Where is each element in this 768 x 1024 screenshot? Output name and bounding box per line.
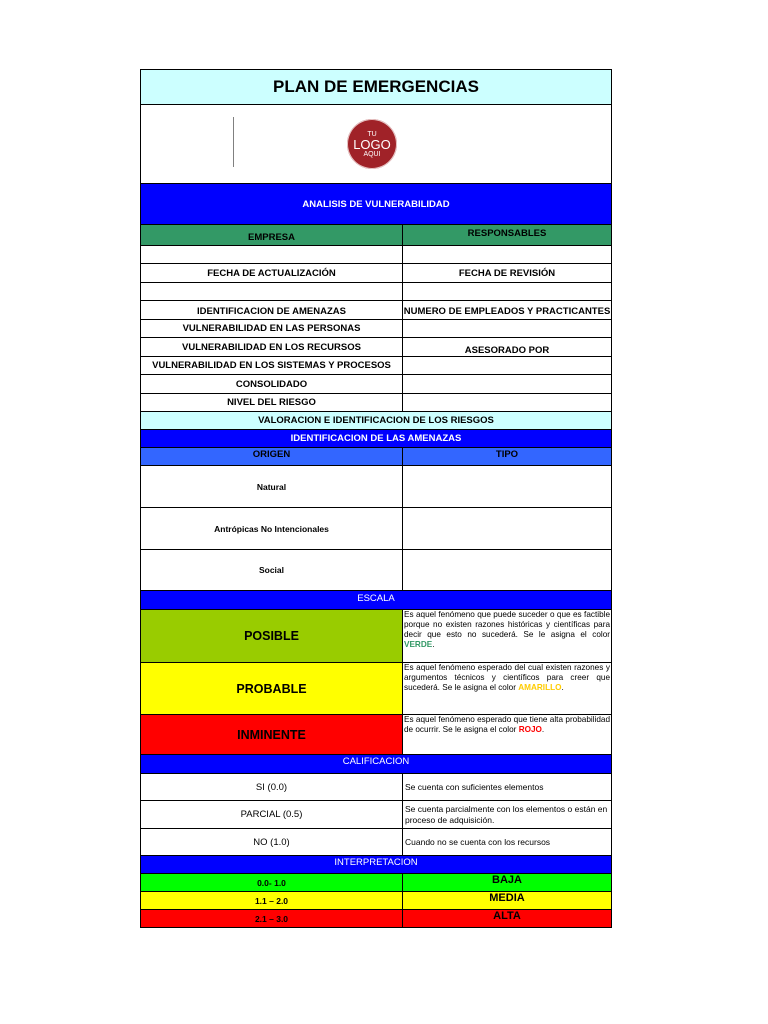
escala-row-probable — [141, 663, 611, 715]
fecha-row — [141, 264, 611, 283]
calificacion-no-text: Cuando no se cuenta con los recursos — [405, 837, 551, 847]
logo-line-1: TU — [367, 130, 377, 138]
calificacion-parcial-text: Se cuenta parcialmente con los elementos o están en proceso de adquisición. — [405, 803, 608, 825]
analisis-heading: ANALISIS DE VULNERABILIDAD — [141, 184, 611, 224]
plan-de-emergencias-sheet — [140, 69, 612, 928]
escala-inminente-end: . — [541, 724, 545, 734]
interpretacion-row — [141, 892, 611, 910]
escala-inminente-text: Es aquel fenómeno esperado que tiene alta probabilidad de ocurrir. Se le asigna el color — [404, 715, 610, 734]
title-row — [141, 70, 611, 105]
origen-natural-label: Natural — [141, 466, 403, 507]
origen-row-social — [141, 550, 611, 591]
asesorado-por-label: ASESORADO POR — [464, 345, 550, 356]
empty-row — [141, 246, 611, 264]
consolidado-value — [403, 375, 611, 393]
fecha-revision-value — [403, 283, 611, 300]
origen-row-antropicas — [141, 508, 611, 550]
empresa-header: EMPRESA — [141, 225, 403, 245]
interpretacion-heading: INTERPRETACION — [334, 857, 418, 868]
empresa-header-row — [141, 225, 611, 246]
calificacion-row — [141, 829, 611, 856]
calificacion-row — [141, 801, 611, 829]
calificacion-row — [141, 774, 611, 801]
page-title: PLAN DE EMERGENCIAS — [141, 70, 611, 104]
logo-line-2: LOGO — [353, 136, 391, 152]
color-word-rojo: ROJO — [518, 724, 542, 734]
tipo-antropicas-cells — [403, 508, 611, 549]
interpretacion-alta-range: 2.1 – 3.0 — [141, 910, 403, 927]
valoracion-heading: VALORACION E IDENTIFICACION DE LOS RIESGOS — [258, 415, 494, 426]
color-word-amarillo: AMARILLO — [518, 682, 562, 692]
analisis-row — [141, 184, 611, 225]
nivel-riesgo-row — [141, 394, 611, 412]
asesorado-por-value — [403, 357, 611, 374]
divider-line — [233, 117, 234, 167]
escala-inminente-label: INMINENTE — [141, 715, 403, 754]
escala-row-posible — [141, 610, 611, 663]
origen-tipo-header-row — [141, 448, 611, 466]
calificacion-parcial-value: PARCIAL (0.5) — [141, 801, 403, 828]
interpretacion-baja-range: 0.0- 1.0 — [141, 874, 403, 891]
origen-antropicas-label: Antrópicas No Intencionales — [141, 508, 403, 549]
escala-probable-label: PROBABLE — [141, 663, 403, 714]
responsables-value — [403, 246, 611, 263]
company-logo — [347, 119, 397, 169]
escala-probable-description — [403, 663, 611, 714]
consolidado-row — [141, 375, 611, 394]
nivel-riesgo-label: NIVEL DEL RIESGO — [141, 394, 403, 411]
tipo-header: TIPO — [495, 449, 519, 460]
vulnerabilidad-sistemas-label: VULNERABILIDAD EN LOS SISTEMAS Y PROCESOS — [141, 357, 403, 374]
color-word-verde: VERDE — [404, 639, 433, 649]
origen-header: ORIGEN — [141, 448, 403, 465]
empty-row — [141, 283, 611, 301]
escala-header-row — [141, 591, 611, 610]
origen-row-natural — [141, 466, 611, 508]
escala-posible-text: Es aquel fenómeno que puede suceder o que es factible porque no existen razones históricas y científicas para decir que esto no sucederá. Se le asigna el color — [404, 610, 610, 639]
identificacion-row — [141, 430, 611, 448]
escala-posible-end: . — [432, 639, 435, 649]
escala-probable-end: . — [561, 682, 564, 692]
consolidado-label: CONSOLIDADO — [141, 375, 403, 393]
sistemas-row — [141, 357, 611, 375]
interpretacion-header-row — [141, 856, 611, 874]
interpretacion-row — [141, 874, 611, 892]
interpretacion-media-range: 1.1 – 2.0 — [141, 892, 403, 909]
calificacion-no-value: NO (1.0) — [141, 829, 403, 855]
interpretacion-media-level: MEDIA — [403, 892, 611, 909]
vulnerabilidad-recursos-label: VULNERABILIDAD EN LOS RECURSOS — [141, 338, 403, 356]
escala-posible-description — [403, 610, 611, 662]
fecha-revision-label: FECHA DE REVISIÓN — [458, 267, 556, 279]
origen-social-label: Social — [141, 550, 403, 590]
logo-row — [141, 105, 611, 184]
amenazas-row — [141, 301, 611, 320]
logo-line-3: AQUI — [363, 150, 381, 158]
fecha-actualizacion-value — [141, 283, 403, 300]
interpretacion-row — [141, 910, 611, 927]
empresa-value — [141, 246, 403, 263]
valoracion-row — [141, 412, 611, 430]
escala-heading: ESCALA — [357, 593, 395, 604]
recursos-row — [141, 338, 611, 357]
numero-empleados-value — [403, 320, 611, 337]
calificacion-si-value: SI (0.0) — [141, 774, 403, 800]
escala-probable-text: Es aquel fenómeno esperado del cual existen razones y argumentos técnicos y científicos para creer que sucederá. Se le asigna el color — [404, 663, 610, 692]
identificacion-amenazas-heading: IDENTIFICACION DE LAS AMENAZAS — [290, 433, 462, 444]
personas-row — [141, 320, 611, 338]
escala-posible-label: POSIBLE — [141, 610, 403, 662]
escala-inminente-description — [403, 715, 611, 754]
vulnerabilidad-personas-label: VULNERABILIDAD EN LAS PERSONAS — [141, 320, 403, 337]
tipo-social-cells — [403, 550, 611, 590]
responsables-header: RESPONSABLES — [467, 228, 547, 239]
escala-row-inminente — [141, 715, 611, 755]
interpretacion-baja-level: BAJA — [403, 874, 611, 891]
identificacion-amenazas-label: IDENTIFICACION DE AMENAZAS — [141, 301, 403, 319]
interpretacion-alta-level: ALTA — [403, 910, 611, 927]
calificacion-heading: CALIFICACION — [342, 756, 410, 767]
nivel-riesgo-value — [403, 394, 611, 411]
calificacion-header-row — [141, 755, 611, 774]
tipo-natural-cells — [403, 466, 611, 507]
fecha-actualizacion-label: FECHA DE ACTUALIZACIÓN — [141, 264, 403, 282]
numero-empleados-label: NUMERO DE EMPLEADOS Y PRACTICANTES — [403, 306, 611, 317]
calificacion-si-text: Se cuenta con suficientes elementos — [405, 782, 544, 792]
